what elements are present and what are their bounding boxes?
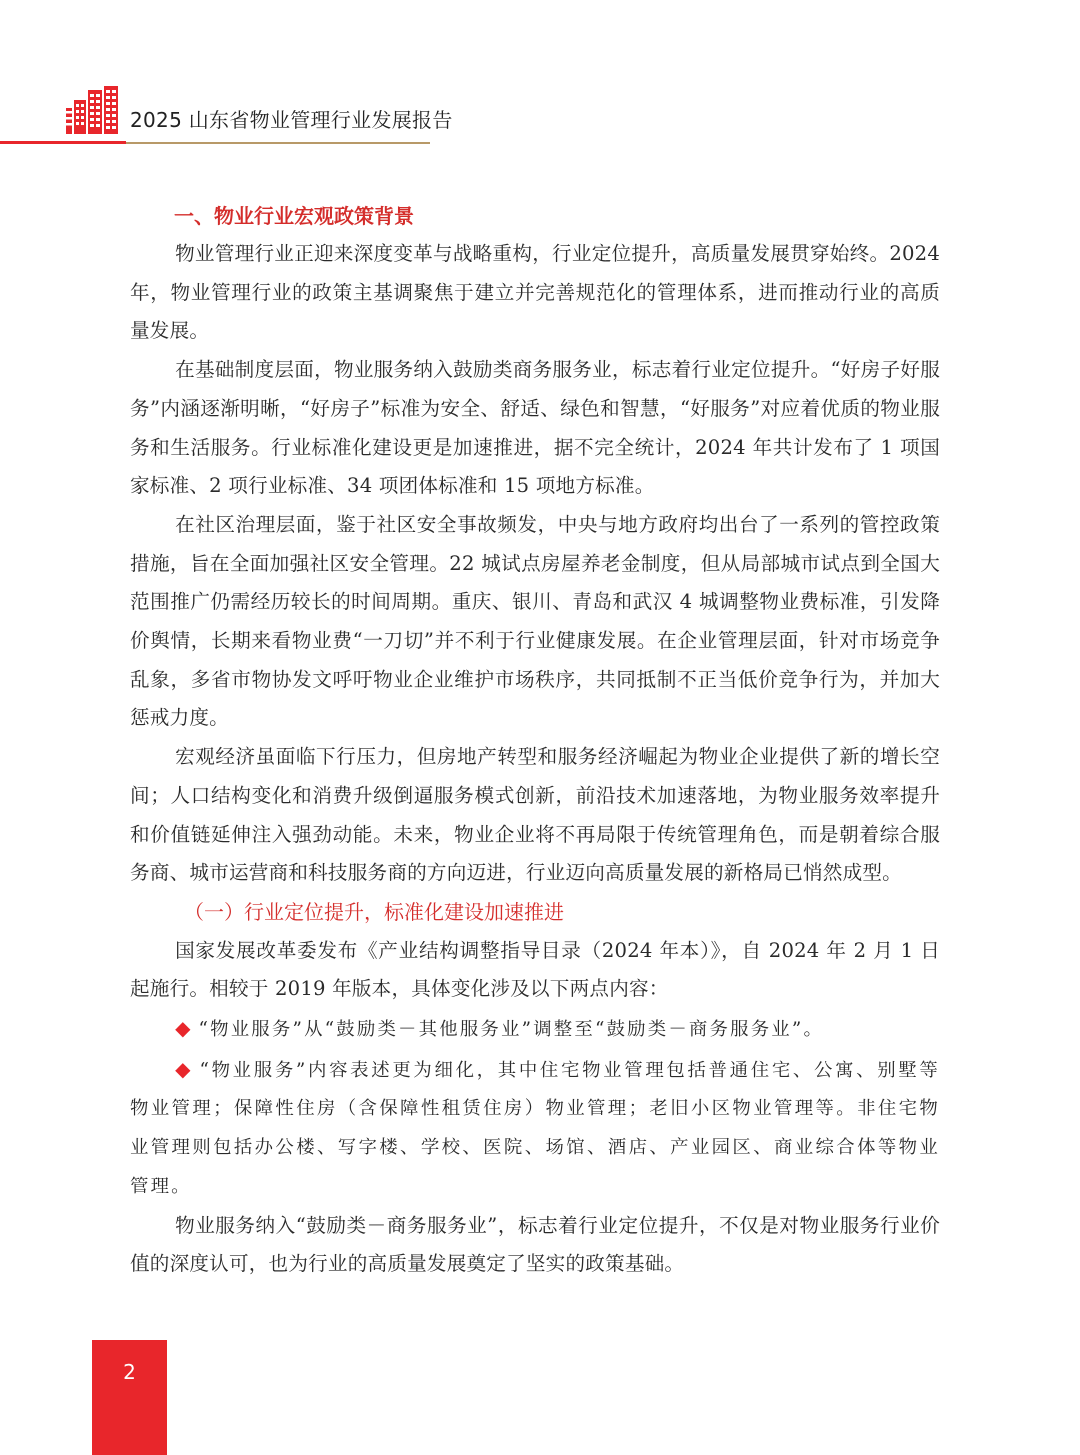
diamond-bullet-icon: ◆ (175, 1056, 191, 1081)
bullet-text: “物业服务”从“鼓励类－其他服务业”调整至“鼓励类－商务服务业”。 (198, 1019, 825, 1041)
subsection-paragraph-1: 国家发展改革委发布《产业结构调整指导目录（2024 年本）》，自 2024 年 2 月 1 日起施行。相较于 2019 年版本，具体变化涉及以下两点内容： (130, 938, 940, 1001)
report-title: 2025 山东省物业管理行业发展报告 (130, 108, 453, 132)
page-body (130, 197, 940, 1284)
section-paragraph-4: 宏观经济虽面临下行压力，但房地产转型和服务经济崛起为物业企业提供了新的增长空间；人口结构变化和消费升级倒逼服务模式创新，前沿技术加速落地，为物业服务效率提升和价值链延伸注入强劲动能。未来，物业企业将不再局限于传统管理角色，而是朝着综合服务商、城市运营商和科技服务商的方向迈进，行业迈向高质量发展的新格局已悄然成型。 (130, 745, 940, 885)
subsection-paragraph-2: 物业服务纳入“鼓励类－商务服务业”，标志着行业定位提升，不仅是对物业服务行业价值的深度认可，也为行业的高质量发展奠定了坚实的政策基础。 (130, 1213, 940, 1276)
subsection-heading: （一）行业定位提升，标准化建设加速推进 (184, 899, 564, 924)
diamond-bullet-icon: ◆ (175, 1016, 191, 1041)
section-heading: 一、物业行业宏观政策背景 (174, 204, 414, 228)
section-paragraph-2: 在基础制度层面，物业服务纳入鼓励类商务服务业，标志着行业定位提升。“好房子好服务”内涵逐渐明晰，“好房子”标准为安全、舒适、绿色和智慧，“好服务”对应着优质的物业服务和生活服务。行业标准化建设更是加速推进，据不完全统计，2024 年共计发布了 1 项国家标准、2 项行业标准、34 项团体标准和 15 项地方标准。 (130, 358, 940, 498)
bullet-item (130, 1009, 940, 1050)
page-header (0, 0, 1080, 150)
page-number: 2 (123, 1360, 136, 1384)
bullet-text: “物业服务”内容表述更为细化，其中住宅物业管理包括普通住宅、公寓、别墅等物业管理；保障性住房（含保障性租赁住房）物业管理；老旧小区物业管理等。非住宅物业管理则包括办公楼、写字楼、学校、医院、场馆、酒店、产业园区、商业综合体等物业管理。 (130, 1059, 940, 1197)
header-rule-gold (126, 142, 430, 144)
section-paragraph-1: 物业管理行业正迎来深度变革与战略重构，行业定位提升，高质量发展贯穿始终。2024 年，物业管理行业的政策主基调聚焦于建立并完善规范化的管理体系，进而推动行业的高质量发展。 (130, 242, 940, 343)
building-icon (66, 86, 118, 134)
header-rule-red (0, 141, 126, 144)
section-paragraph-3: 在社区治理层面，鉴于社区安全事故频发，中央与地方政府均出台了一系列的管控政策措施，旨在全面加强社区安全管理。22 城试点房屋养老金制度，但从局部城市试点到全国大范围推广仍需经历较长的时间周期。重庆、银川、青岛和武汉 4 城调整物业费标准，引发降价舆情，长期来看物业费“一刀切”并不利于行业健康发展。在企业管理层面，针对市场竞争乱象，多省市物协发文呼吁物业企业维护市场秩序，共同抵制不正当低价竞争行为，并加大惩戒力度。 (130, 512, 940, 730)
page-number-tab (92, 1340, 167, 1455)
bullet-item (130, 1050, 940, 1207)
